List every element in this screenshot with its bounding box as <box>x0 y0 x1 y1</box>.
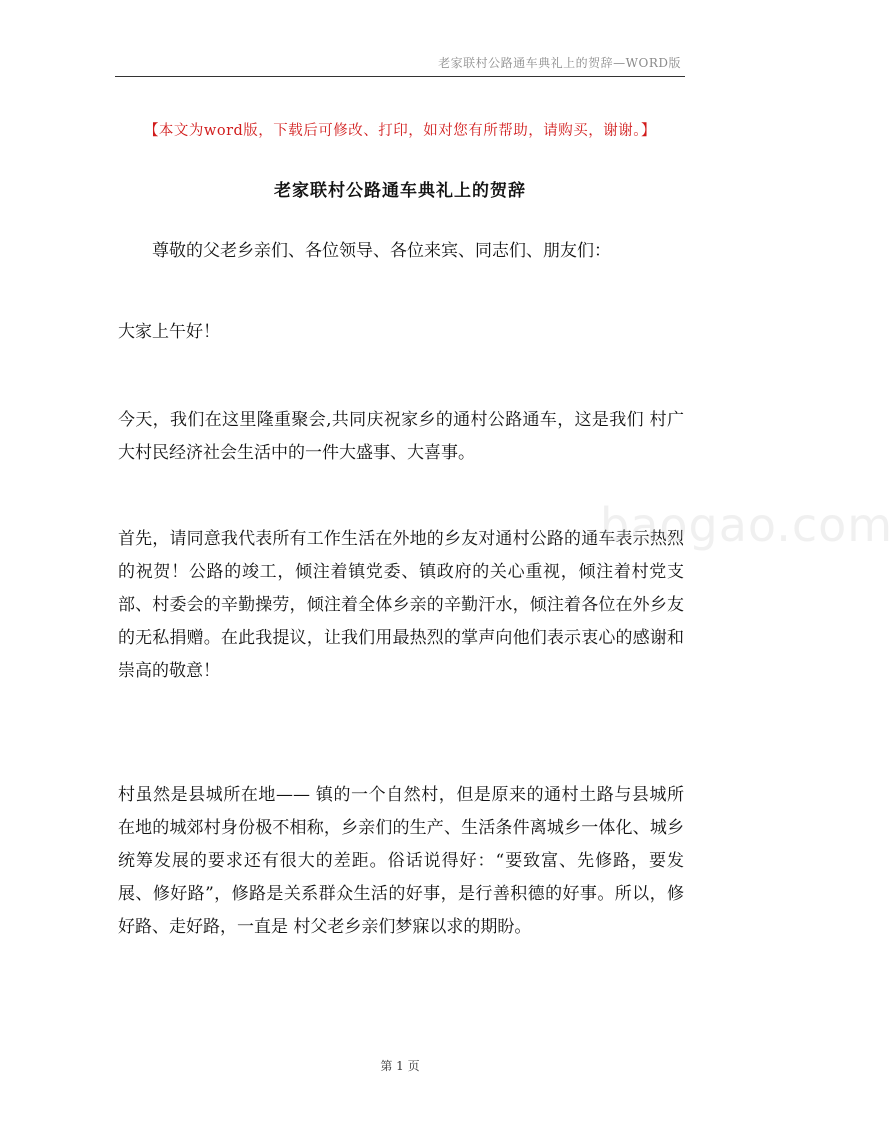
page-number: 第 1 页 <box>380 1059 420 1073</box>
paragraph-3: 首先，请同意我代表所有工作生活在外地的乡友对通村公路的通车表示热烈的祝贺！公路的竣工，倾注着镇党委、镇政府的关心重视，倾注着村党支部、村委会的辛勤操劳，倾注着全体乡亲的辛勤汗水，倾注着各位在外乡友的无私捐赠。在此我提议，让我们用最热烈的掌声向他们表示衷心的感谢和崇高的敬意！ <box>118 529 684 681</box>
greeting: 尊敬的父老乡亲们、各位领导、各位来宾、同志们、朋友们： <box>152 241 611 261</box>
paragraph-4: 村虽然是县城所在地—— 镇的一个自然村，但是原来的通村土路与县城所在地的城郊村身份极不相称，乡亲们的生产、生活条件离城乡一体化、城乡统筹发展的要求还有很大的差距。俗话说得好：“要致富、先修路，要发展、修好路”，修路是关系群众生活的好事，是行善积德的好事。所以，修好路、走好路，一直是 村父老乡亲们梦寐以求的期盼。 <box>118 785 684 937</box>
paragraph-1: 大家上午好！ <box>118 322 220 342</box>
document-title: 老家联村公路通车典礼上的贺辞 <box>274 181 526 201</box>
paragraph-2: 今天，我们在这里隆重聚会,共同庆祝家乡的通村公路通车，这是我们 村广大村民经济社会生活中的一件大盛事、大喜事。 <box>118 410 684 463</box>
word-version-notice: 【本文为word版，下载后可修改、打印，如对您有所帮助，请购买，谢谢。】 <box>143 123 657 139</box>
page-header <box>115 48 685 77</box>
header-title: 老家联村公路通车典礼上的贺辞—WORD版 <box>438 56 681 70</box>
watermark: baogao.com <box>600 498 893 552</box>
